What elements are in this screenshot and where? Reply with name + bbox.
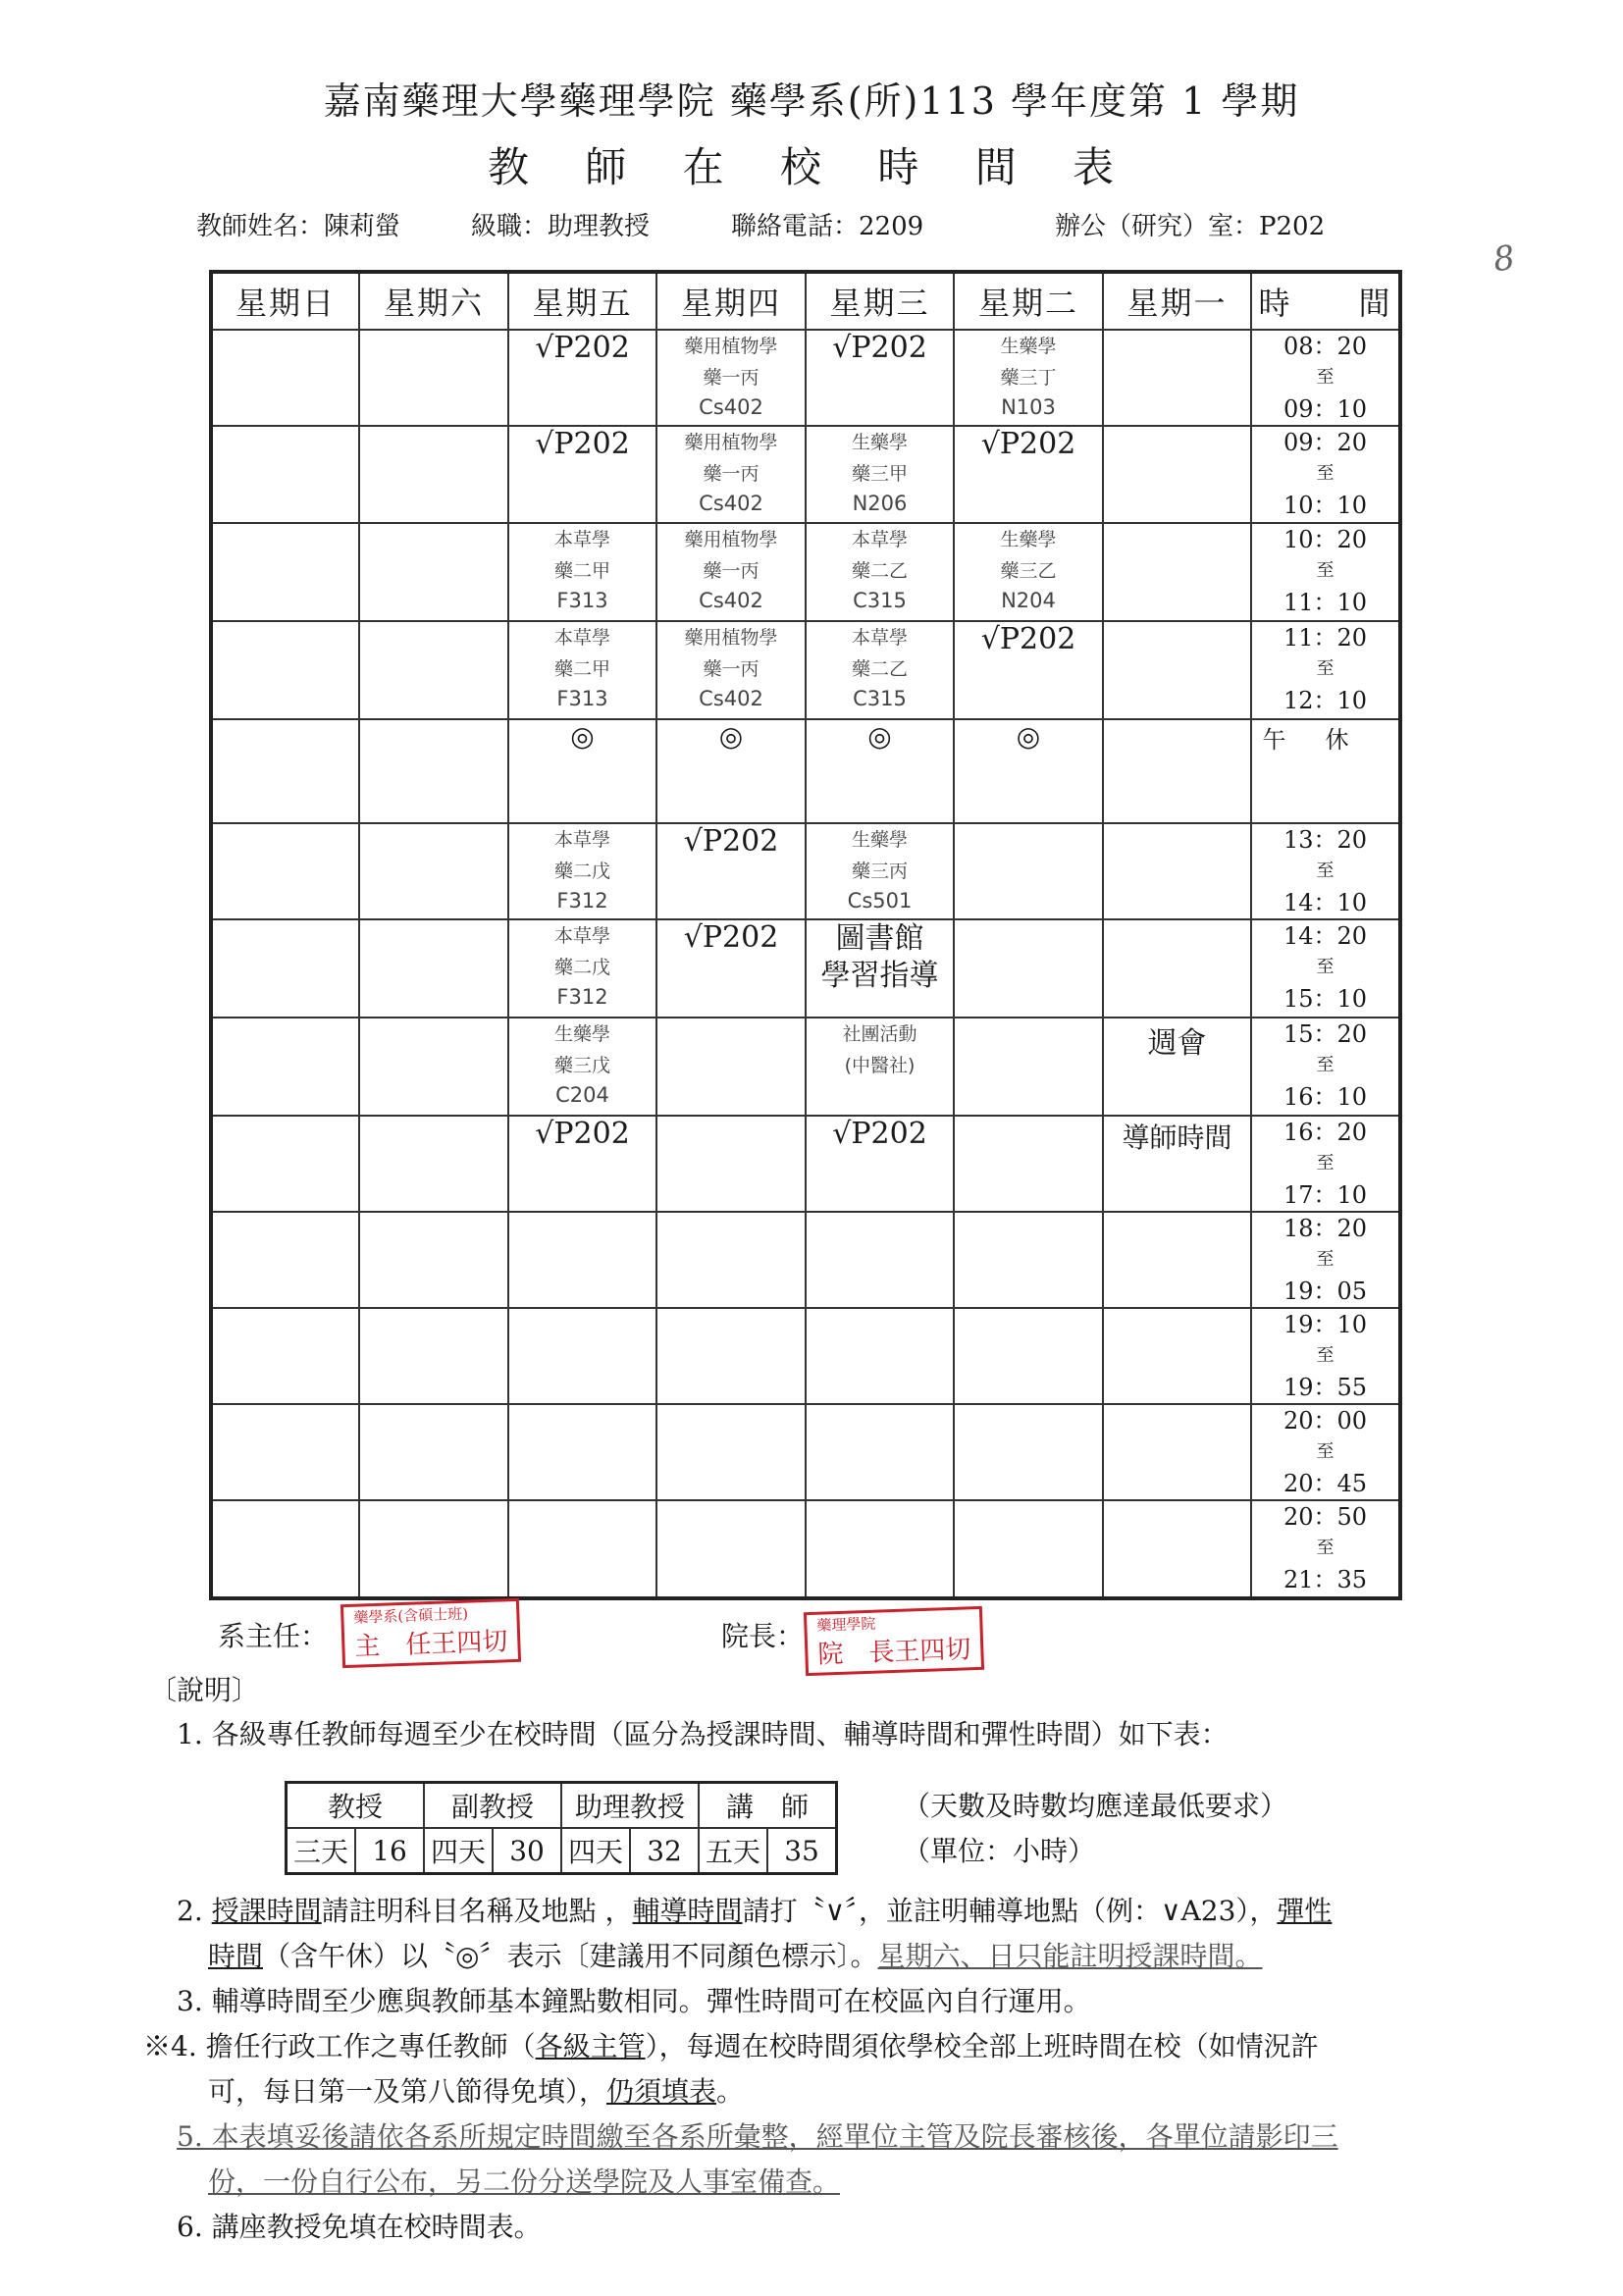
course-cell: 生藥學 藥三甲 N206 — [806, 426, 954, 523]
cell-mon — [1103, 1212, 1251, 1308]
col-header-sat: 星期六 — [359, 272, 508, 330]
course-cell: 生藥學 藥三乙 N204 — [954, 523, 1103, 621]
cell-tue — [954, 1308, 1103, 1404]
col-header-time: 時 間 — [1251, 272, 1400, 330]
cell-tue — [954, 823, 1103, 919]
col-header-thu: 星期四 — [656, 272, 806, 330]
cell-thu — [656, 1018, 806, 1116]
cell-thu — [656, 1308, 806, 1404]
min-note-requirement: （天數及時數均應達最低要求） — [903, 1790, 1288, 1822]
cell-sun — [211, 719, 359, 823]
cell-sun — [211, 823, 359, 919]
note-1: 1. 各級專任教師每週至少在校時間（區分為授課時間、輔導時間和彈性時間）如下表： — [177, 1718, 1229, 1750]
document-title: 嘉南藥理大學藥理學院 藥學系(所)113 學年度第 1 學期 — [323, 79, 1300, 123]
course-cell: 本草學 藥二乙 C315 — [806, 523, 954, 621]
cell-wed — [806, 1500, 954, 1598]
hours-value: 30 — [493, 1828, 561, 1874]
cell-sat — [359, 919, 508, 1018]
table-row — [211, 1018, 1400, 1116]
cell-sun — [211, 919, 359, 1018]
time-cell: 09：20 至 10：10 — [1251, 426, 1400, 523]
cell-mon — [1103, 719, 1251, 823]
header-associate: 副教授 — [424, 1783, 561, 1829]
teacher-rank: 級職：助理教授 — [471, 212, 651, 241]
cell-mon — [1103, 1404, 1251, 1500]
table-row — [211, 823, 1400, 919]
time-cell: 15：20 至 16：10 — [1251, 1018, 1400, 1116]
note-2-line-1: 2. 授課時間請註明科目名稱及地點 ，輔導時間請打〝∨〞，並註明輔導地點（例：∨A23），彈性 — [177, 1895, 1333, 1927]
time-cell: 13：20 至 14：10 — [1251, 823, 1400, 919]
note-6: 6. 講座教授免填在校時間表。 — [177, 2211, 542, 2243]
cell-tue — [954, 919, 1103, 1018]
col-header-mon: 星期一 — [1103, 272, 1251, 330]
cell-tue — [954, 1500, 1103, 1598]
tutoring-cell: √P202 — [806, 1116, 954, 1212]
cell-sun — [211, 621, 359, 719]
course-cell: 生藥學 藥三戊 C204 — [508, 1018, 656, 1116]
days-value: 四天 — [561, 1828, 630, 1874]
cell-sun — [211, 330, 359, 426]
cell-mon — [1103, 1308, 1251, 1404]
elastic-time-cell: ◎ — [806, 719, 954, 823]
tutoring-cell: √P202 — [508, 426, 656, 523]
weekly-meeting-cell: 週會 — [1103, 1018, 1251, 1116]
cell-sun — [211, 523, 359, 621]
table-row — [211, 1308, 1400, 1404]
time-cell: 19：10 至 19：55 — [1251, 1308, 1400, 1404]
teacher-office: 辦公（研究）室：P202 — [1055, 212, 1326, 241]
course-cell: 本草學 藥二乙 C315 — [806, 621, 954, 719]
cell-fri — [508, 1500, 656, 1598]
cell-sat — [359, 1308, 508, 1404]
time-cell: 10：20 至 11：10 — [1251, 523, 1400, 621]
cell-fri — [508, 1404, 656, 1500]
days-value: 五天 — [699, 1828, 767, 1874]
cell-tue — [954, 1018, 1103, 1116]
tutoring-cell: √P202 — [954, 621, 1103, 719]
course-cell: 本草學 藥二甲 F313 — [508, 621, 656, 719]
note-3: 3. 輔導時間至少應與教師基本鐘點數相同。彈性時間可在校區內自行運用。 — [177, 1985, 1091, 2017]
header-lecturer: 講 師 — [699, 1783, 837, 1829]
course-cell: 藥用植物學 藥一丙 Cs402 — [656, 426, 806, 523]
cell-mon — [1103, 330, 1251, 426]
hours-value: 32 — [630, 1828, 699, 1874]
hours-value: 16 — [355, 1828, 424, 1874]
course-cell: 生藥學 藥三丁 N103 — [954, 330, 1103, 426]
cell-mon — [1103, 823, 1251, 919]
cell-sat — [359, 823, 508, 919]
chair-stamp: 藥學系(含碩士班) 主 任王四切 — [340, 1598, 521, 1668]
time-cell: 20：00 至 20：45 — [1251, 1404, 1400, 1500]
col-header-fri: 星期五 — [508, 272, 656, 330]
table-row — [211, 919, 1400, 1018]
notes-heading: 〔說明〕 — [149, 1674, 260, 1706]
table-row — [211, 621, 1400, 719]
cell-sun — [211, 1116, 359, 1212]
cell-sat — [359, 1500, 508, 1598]
time-cell: 08：20 至 09：10 — [1251, 330, 1400, 426]
min-note-unit: （單位：小時） — [903, 1835, 1096, 1867]
cell-mon — [1103, 426, 1251, 523]
cell-sun — [211, 1212, 359, 1308]
days-value: 三天 — [287, 1828, 356, 1874]
table-row — [211, 1212, 1400, 1308]
cell-mon — [1103, 919, 1251, 1018]
note-4-line-2: 可，每日第一及第八節得免填），仍須填表。 — [208, 2075, 745, 2108]
course-cell: 藥用植物學 藥一丙 Cs402 — [656, 523, 806, 621]
col-header-tue: 星期二 — [954, 272, 1103, 330]
table-row — [211, 426, 1400, 523]
tutoring-cell: √P202 — [806, 330, 954, 426]
days-value: 四天 — [424, 1828, 493, 1874]
course-cell: 藥用植物學 藥一丙 Cs402 — [656, 621, 806, 719]
cell-sat — [359, 621, 508, 719]
time-cell: 16：20 至 17：10 — [1251, 1116, 1400, 1212]
cell-sun — [211, 426, 359, 523]
cell-sat — [359, 426, 508, 523]
cell-thu — [656, 1116, 806, 1212]
tutoring-cell: √P202 — [656, 919, 806, 1018]
tutoring-cell: √P202 — [954, 426, 1103, 523]
chair-label: 系主任： — [218, 1620, 329, 1652]
col-header-sun: 星期日 — [211, 272, 359, 330]
cell-sun — [211, 1308, 359, 1404]
cell-tue — [954, 1212, 1103, 1308]
cell-sat — [359, 1404, 508, 1500]
handwritten-mark: 8 — [1491, 237, 1518, 281]
cell-sat — [359, 719, 508, 823]
cell-mon — [1103, 1500, 1251, 1598]
teacher-name: 教師姓名：陳莉螢 — [196, 212, 401, 241]
cell-wed — [806, 1308, 954, 1404]
cell-thu — [656, 1404, 806, 1500]
course-cell: 生藥學 藥三丙 Cs501 — [806, 823, 954, 919]
cell-sat — [359, 330, 508, 426]
header-professor: 教授 — [287, 1783, 425, 1829]
note-5-line-2: 份，一份自行公布，另二份分送學院及人事室備查。 — [208, 2166, 841, 2198]
table-row — [211, 330, 1400, 426]
cell-sat — [359, 1212, 508, 1308]
document-subtitle: 教 師 在 校 時 間 表 — [487, 143, 1136, 191]
time-cell: 18：20 至 19：05 — [1251, 1212, 1400, 1308]
club-activity-cell: 社團活動 (中醫社) — [806, 1018, 954, 1116]
cell-thu — [656, 1500, 806, 1598]
cell-sun — [211, 1500, 359, 1598]
dean-label: 院長： — [721, 1620, 805, 1652]
cell-thu — [656, 1212, 806, 1308]
lunch-time-label: 午休 — [1251, 719, 1400, 823]
schedule-table — [209, 270, 1402, 1600]
minimum-hours-table — [285, 1781, 838, 1875]
cell-sat — [359, 1116, 508, 1212]
cell-tue — [954, 1404, 1103, 1500]
cell-mon — [1103, 621, 1251, 719]
library-guidance-cell: 圖書館 學習指導 — [806, 919, 954, 1018]
cell-mon — [1103, 523, 1251, 621]
col-header-wed: 星期三 — [806, 272, 954, 330]
cell-fri — [508, 1212, 656, 1308]
course-cell: 本草學 藥二戊 F312 — [508, 823, 656, 919]
elastic-time-cell: ◎ — [656, 719, 806, 823]
cell-sat — [359, 1018, 508, 1116]
time-cell: 11：20 至 12：10 — [1251, 621, 1400, 719]
schedule-header-row — [211, 272, 1400, 330]
course-cell: 本草學 藥二甲 F313 — [508, 523, 656, 621]
table-row — [211, 523, 1400, 621]
course-cell: 本草學 藥二戊 F312 — [508, 919, 656, 1018]
note-5-line-1: 5. 本表填妥後請依各系所規定時間繳至各系所彙整，經單位主管及院長審核後，各單位請影印三 — [177, 2120, 1338, 2153]
table-row — [211, 1116, 1400, 1212]
lunch-row — [211, 719, 1400, 823]
teacher-phone: 聯絡電話：2209 — [731, 212, 924, 241]
cell-wed — [806, 1212, 954, 1308]
course-cell: 藥用植物學 藥一丙 Cs402 — [656, 330, 806, 426]
cell-sun — [211, 1404, 359, 1500]
cell-wed — [806, 1404, 954, 1500]
tutoring-cell: √P202 — [508, 1116, 656, 1212]
elastic-time-cell: ◎ — [954, 719, 1103, 823]
table-row — [211, 1500, 1400, 1598]
tutoring-cell: √P202 — [656, 823, 806, 919]
cell-tue — [954, 1116, 1103, 1212]
dean-stamp: 藥理學院 院 長王四切 — [804, 1606, 984, 1676]
min-value-row — [287, 1828, 837, 1874]
tutoring-cell: √P202 — [508, 330, 656, 426]
elastic-time-cell: ◎ — [508, 719, 656, 823]
header-assistant: 助理教授 — [561, 1783, 699, 1829]
note-2-line-2: 時間（含午休）以〝◎〞表示〔建議用不同顏色標示〕。星期六、日只能註明授課時間。 — [208, 1940, 1263, 1972]
table-row — [211, 1404, 1400, 1500]
mentor-time-cell: 導師時間 — [1103, 1116, 1251, 1212]
time-cell: 14：20 至 15：10 — [1251, 919, 1400, 1018]
cell-sun — [211, 1018, 359, 1116]
cell-sat — [359, 523, 508, 621]
note-4-line-1: ※4. 擔任行政工作之專任教師（各級主管），每週在校時間須依學校全部上班時間在校（如情況許 — [143, 2030, 1319, 2062]
hours-value: 35 — [767, 1828, 837, 1874]
cell-fri — [508, 1308, 656, 1404]
min-header-row — [287, 1783, 837, 1829]
time-cell: 20：50 至 21：35 — [1251, 1500, 1400, 1598]
